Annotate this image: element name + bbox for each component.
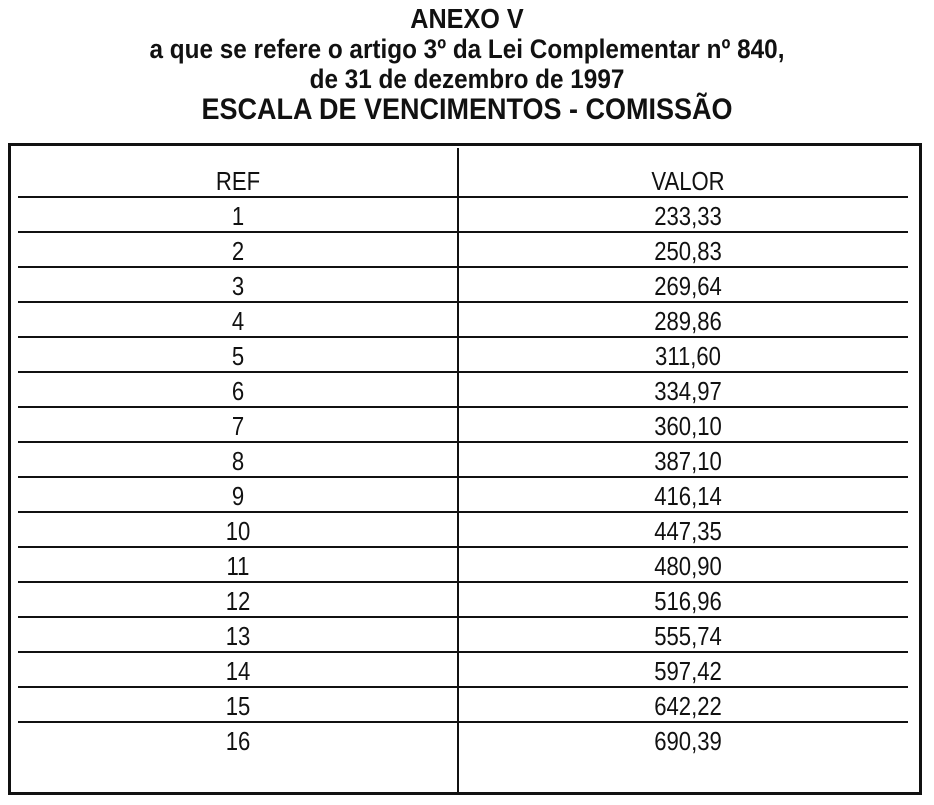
ref-cell: 15 [225, 691, 251, 721]
table-row [18, 513, 908, 548]
table-row [18, 723, 908, 758]
valor-cell: 334,97 [654, 376, 722, 406]
valor-cell: 387,10 [654, 446, 722, 476]
ref-cell: 16 [225, 726, 251, 756]
ref-cell: 1 [231, 201, 245, 231]
ref-cell: 13 [225, 621, 251, 651]
table-row [18, 233, 908, 268]
valor-cell: 480,90 [654, 551, 722, 581]
table-row [18, 443, 908, 478]
valor-cell: 597,42 [654, 656, 722, 686]
column-header-ref: REF [215, 166, 261, 196]
table-header-row [18, 163, 908, 198]
ref-cell: 7 [231, 411, 245, 441]
table-row [18, 548, 908, 583]
ref-cell: 2 [231, 236, 245, 266]
valor-cell: 690,39 [654, 726, 722, 756]
column-header-valor: VALOR [651, 166, 725, 196]
valor-cell: 555,74 [654, 621, 722, 651]
document-header [0, 4, 934, 126]
ref-cell: 6 [231, 376, 245, 406]
valor-cell: 311,60 [655, 341, 721, 371]
table-row [18, 303, 908, 338]
table-row [18, 408, 908, 443]
table-row [18, 478, 908, 513]
valor-cell: 416,14 [654, 481, 722, 511]
table-row [18, 583, 908, 618]
ref-cell: 11 [226, 551, 250, 581]
valor-cell: 642,22 [654, 691, 722, 721]
ref-cell: 5 [231, 341, 245, 371]
table-row [18, 688, 908, 723]
ref-cell: 3 [231, 271, 245, 301]
ref-cell: 14 [225, 656, 251, 686]
valor-cell: 516,96 [654, 586, 722, 616]
valor-cell: 360,10 [654, 411, 722, 441]
ref-cell: 4 [231, 306, 245, 336]
table-row [18, 618, 908, 653]
valor-cell: 289,86 [654, 306, 722, 336]
law-reference-line-1: a que se refere o artigo 3º da Lei Complementar nº 840, [149, 34, 785, 64]
ref-cell: 9 [231, 481, 245, 511]
valor-cell: 447,35 [654, 516, 722, 546]
scale-title: ESCALA DE VENCIMENTOS - COMISSÃO [201, 93, 733, 126]
table-row [18, 268, 908, 303]
table-row [18, 653, 908, 688]
table-row [18, 373, 908, 408]
table-row [18, 338, 908, 373]
valor-cell: 269,64 [654, 271, 722, 301]
ref-cell: 12 [225, 586, 251, 616]
annex-title: ANEXO V [410, 3, 524, 34]
valor-cell: 233,33 [654, 201, 722, 231]
valor-cell: 250,83 [654, 236, 722, 266]
law-reference-line-2: de 31 de dezembro de 1997 [309, 64, 625, 94]
table-row [18, 198, 908, 233]
ref-cell: 10 [225, 516, 251, 546]
ref-cell: 8 [231, 446, 245, 476]
